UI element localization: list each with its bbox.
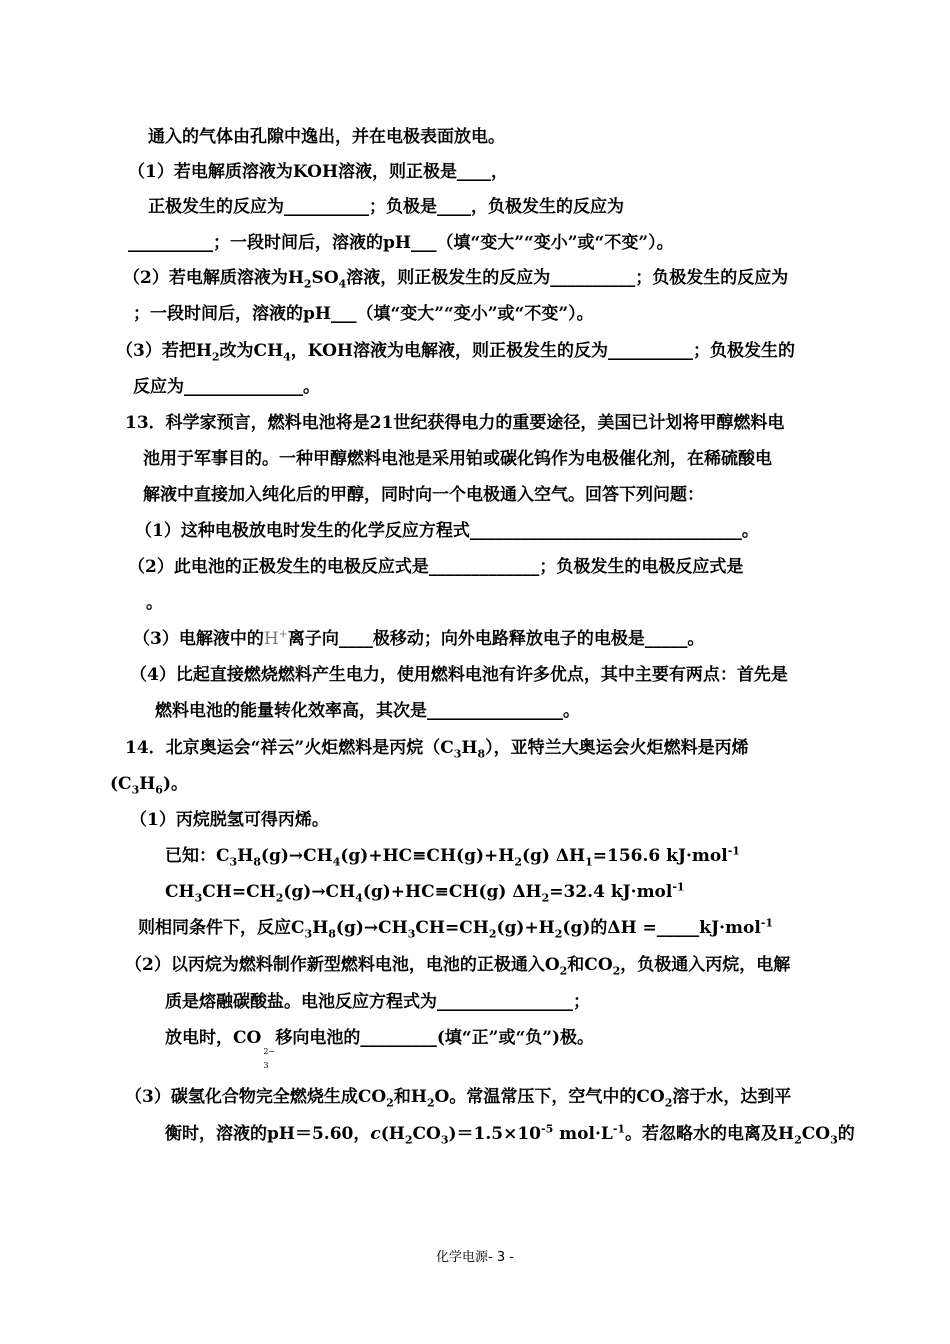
text-line: 燃料电池的能量转化效率高，其次是________________。 [155, 701, 580, 721]
text-line: （1）若电解质溶液为KOH溶液，则正极是____， [128, 162, 509, 182]
text-line: 放电时，CO 2− 3 移向电池的_________(填“正”或“负”)极。 [165, 1028, 595, 1070]
text-line: （3）若把$H_2$改为$CH_4$，KOH溶液为电解液，则正极发生的反为__________；负极发生的 [116, 341, 795, 364]
text-line: （3）电解液中的H+离子向____极移动；向外电路释放电子的电极是_____。 [133, 627, 705, 649]
text-line: __________；一段时间后，溶液的pH___（填“变大”“变小”或“不变”）。 [128, 233, 674, 253]
text-line: 则相同条件下，反应$C_3H_8(g)\to CH_3CH=CH_2(g)+H_2(g)$的ΔH =_____kJ·mol$^{-1}$ [138, 916, 774, 941]
equation-line: 已知：$C_3H_8(g)\to CH_4(g)+HC\equiv CH(g)+H_2(g)$ $\Delta H_1=156.6$ kJ·mol$^{-1}$ [165, 844, 740, 869]
text-line: 正极发生的反应为__________；负极是____，负极发生的反应为 [148, 197, 624, 217]
text-line: 。 [146, 593, 163, 613]
text-line: $(C_3H_6)$。 [110, 774, 188, 797]
text-line: （1）这种电极放电时发生的化学反应方程式________________________________。 [135, 521, 759, 541]
text-line: 14．北京奥运会“祥云”火炬燃料是丙烷$(C_3H_8)$，亚特兰大奥运会火炬燃料是丙烯 [125, 738, 749, 761]
text-line: （1）丙烷脱氢可得丙烯。 [130, 810, 329, 830]
text-line: ；一段时间后，溶液的pH___（填“变大”“变小”或“不变”）。 [133, 304, 594, 324]
text-line: （2）若电解质溶液为$H_2SO_4$溶液，则正极发生的反应为__________；负极发生的反应为 [123, 268, 789, 291]
equation-line: $CH_3CH=CH_2(g)\to CH_4(g)+HC\equiv CH(g)$ $\Delta H_2=32.4$ kJ·mol$^{-1}$ [165, 880, 685, 905]
text-line: （2）以丙烷为燃料制作新型燃料电池，电池的正极通入$O_2$和$CO_2$，负极通入丙烷，电解 [125, 955, 791, 978]
page-footer: 化学电源- 3 - [436, 1250, 514, 1265]
text-line: 质是熔融碳酸盐。电池反应方程式为________________； [165, 992, 590, 1012]
text-line: 衡时，溶液的pH＝5.60，$c(H_2CO_3)=1.5\times 10^{-5}$ $mol\cdot L^{-1}$。若忽略水的电离及$H_2CO_3$的 [165, 1122, 855, 1147]
text-line: （3）碳氢化合物完全燃烧生成$CO_2$和$H_2O$。常温常压下，空气中的$CO_2$溶于水，达到平 [125, 1087, 792, 1110]
text-line: （2）此电池的正极发生的电极反应式是_____________；负极发生的电极反应式是 [128, 557, 744, 577]
text-line: （4）比起直接燃烧燃料产生电力，使用燃料电池有许多优点，其中主要有两点：首先是 [130, 665, 788, 685]
text-line: 解液中直接加入纯化后的甲醇，同时向一个电极通入空气。回答下列问题： [143, 485, 704, 505]
text-line: 池用于军事目的。一种甲醇燃料电池是采用铂或碳化钨作为电极催化剂，在稀硫酸电 [143, 449, 772, 469]
text-line: 13．科学家预言，燃料电池将是21世纪获得电力的重要途径，美国已计划将甲醇燃料电 [125, 413, 785, 433]
text-line: 通入的气体由孔隙中逸出，并在电极表面放电。 [148, 127, 505, 147]
text-line: 反应为______________。 [133, 377, 320, 397]
